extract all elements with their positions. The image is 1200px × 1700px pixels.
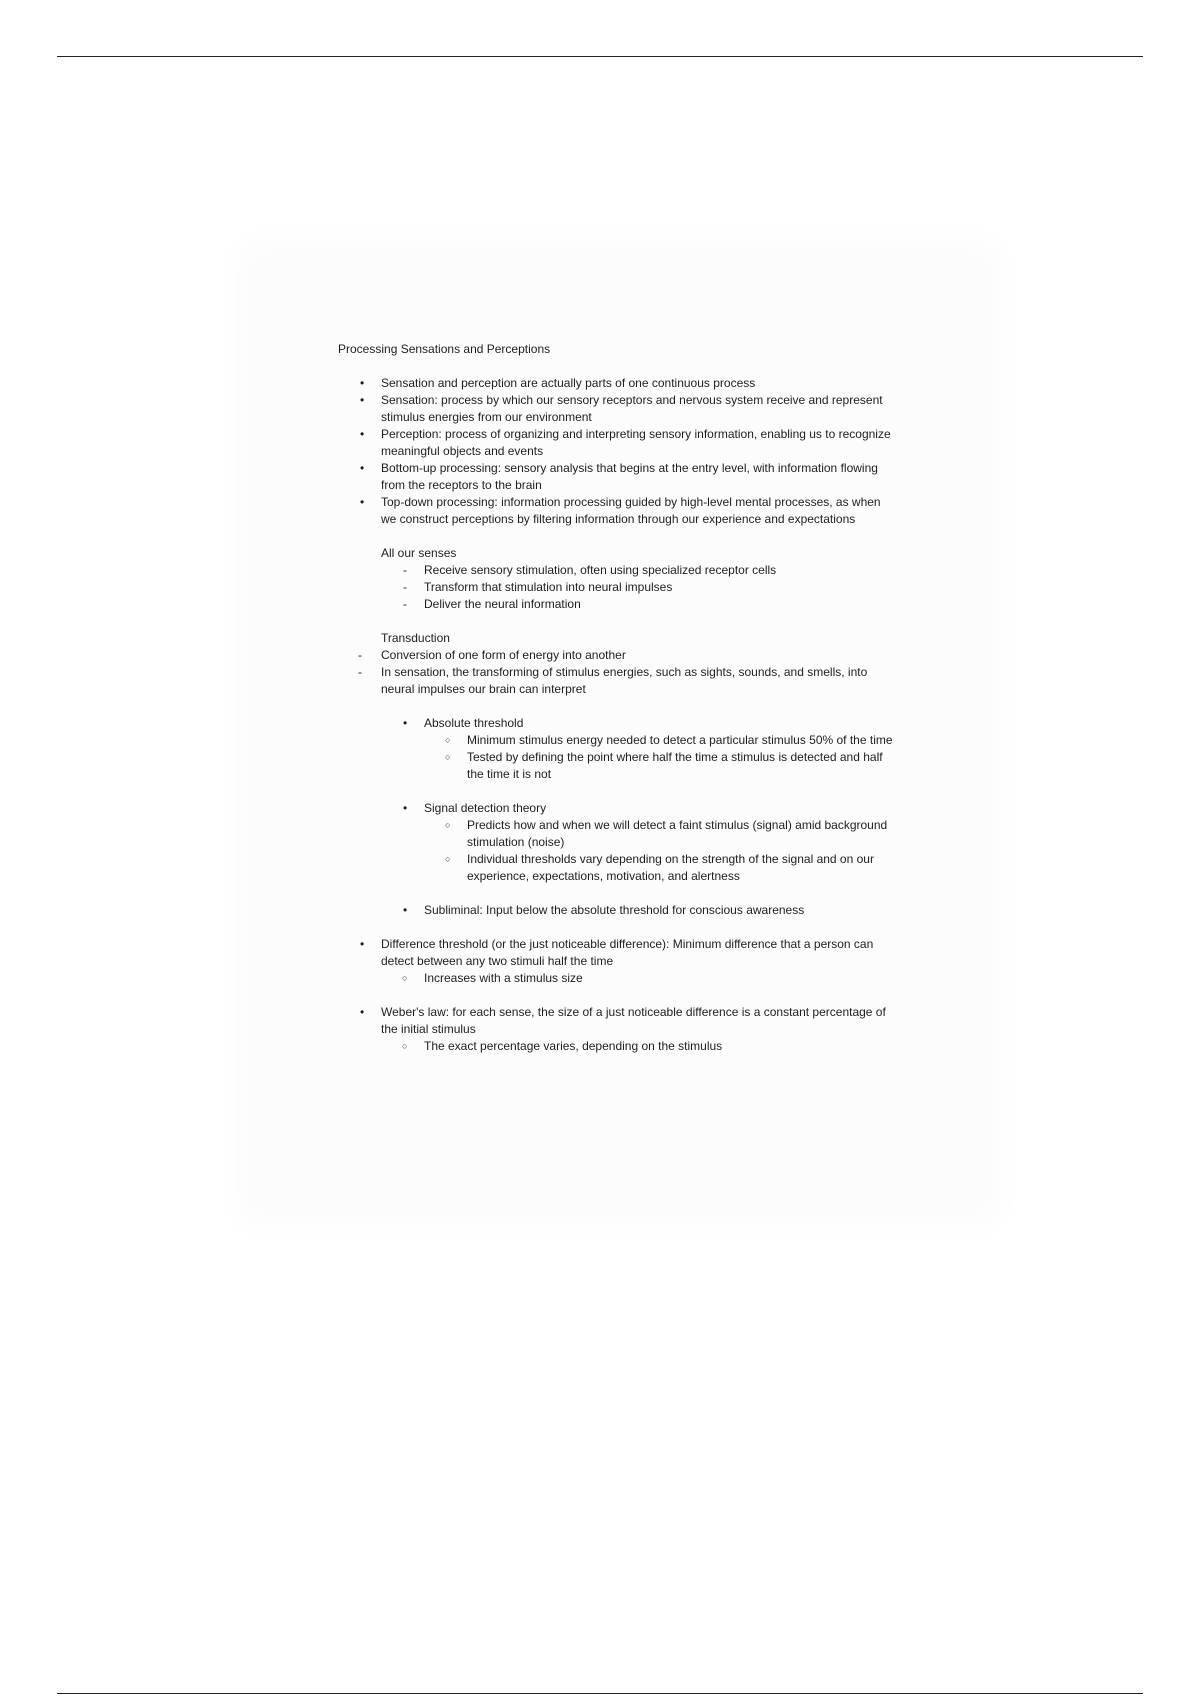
senses-list <box>338 562 898 613</box>
transduction-heading: Transduction <box>381 631 450 645</box>
document-body <box>338 341 898 1055</box>
list-item: • Perception: process of organizing and interpreting sensory information, enabling us to recognize meaningful objects and events <box>338 426 898 460</box>
bottom-rule <box>57 1693 1143 1694</box>
list-item: ○ Tested by defining the point where half the time a stimulus is detected and half the time it is not <box>338 749 898 783</box>
top-rule <box>57 56 1143 57</box>
threshold-list <box>338 715 898 732</box>
spacer <box>338 919 898 936</box>
list-item: ○ Minimum stimulus energy needed to detect a particular stimulus 50% of the time <box>338 732 898 749</box>
subliminal-list <box>338 902 898 919</box>
list-item: ○ Predicts how and when we will detect a faint stimulus (signal) amid background stimulation (noise) <box>338 817 898 851</box>
spacer <box>338 698 898 715</box>
spacer <box>338 987 898 1004</box>
difference-threshold-sublist <box>338 970 898 987</box>
document-title: Processing Sensations and Perceptions <box>338 342 551 356</box>
signal-detection-list <box>338 800 898 817</box>
spacer <box>338 613 898 630</box>
signal-detection-item: • Signal detection theory <box>338 800 898 817</box>
subliminal-item: • Subliminal: Input below the absolute threshold for conscious awareness <box>338 902 898 919</box>
list-item: - In sensation, the transforming of stimulus energies, such as sights, sounds, and smells, into neural impulses our brain can interpret <box>338 664 898 698</box>
list-item: - Receive sensory stimulation, often using specialized receptor cells <box>338 562 898 579</box>
list-item: • Bottom-up processing: sensory analysis that begins at the entry level, with information flowing from the receptors to the brain <box>338 460 898 494</box>
list-item: ○ Increases with a stimulus size <box>338 970 898 987</box>
list-item: • Sensation and perception are actually parts of one continuous process <box>338 375 898 392</box>
senses-heading: All our senses <box>381 546 457 560</box>
signal-detection-sublist <box>338 817 898 885</box>
spacer <box>338 528 898 545</box>
list-item: - Deliver the neural information <box>338 596 898 613</box>
list-item: • Top-down processing: information processing guided by high-level mental processes, as when we construct perceptions by filtering information through our experience and expectations <box>338 494 898 528</box>
list-item: ○ The exact percentage varies, depending on the stimulus <box>338 1038 898 1055</box>
webers-law-list <box>338 1004 898 1038</box>
webers-law-sublist <box>338 1038 898 1055</box>
list-item: - Conversion of one form of energy into another <box>338 647 898 664</box>
webers-law-item: • Weber's law: for each sense, the size of a just noticeable difference is a constant percentage of the initial stimulus <box>338 1004 898 1038</box>
spacer <box>338 885 898 902</box>
difference-threshold-list <box>338 936 898 970</box>
list-item: ○ Individual thresholds vary depending on the strength of the signal and on our experience, expectations, motivation, and alertness <box>338 851 898 885</box>
difference-threshold-item: • Difference threshold (or the just noticeable difference): Minimum difference that a person can detect between any two stimuli half the time <box>338 936 898 970</box>
transduction-list <box>338 647 898 698</box>
absolute-threshold-sublist <box>338 732 898 783</box>
list-item: - Transform that stimulation into neural impulses <box>338 579 898 596</box>
absolute-threshold-item: • Absolute threshold <box>338 715 898 732</box>
intro-bullet-list <box>338 375 898 528</box>
list-item: • Sensation: process by which our sensory receptors and nervous system receive and represent stimulus energies from our environment <box>338 392 898 426</box>
spacer <box>338 783 898 800</box>
